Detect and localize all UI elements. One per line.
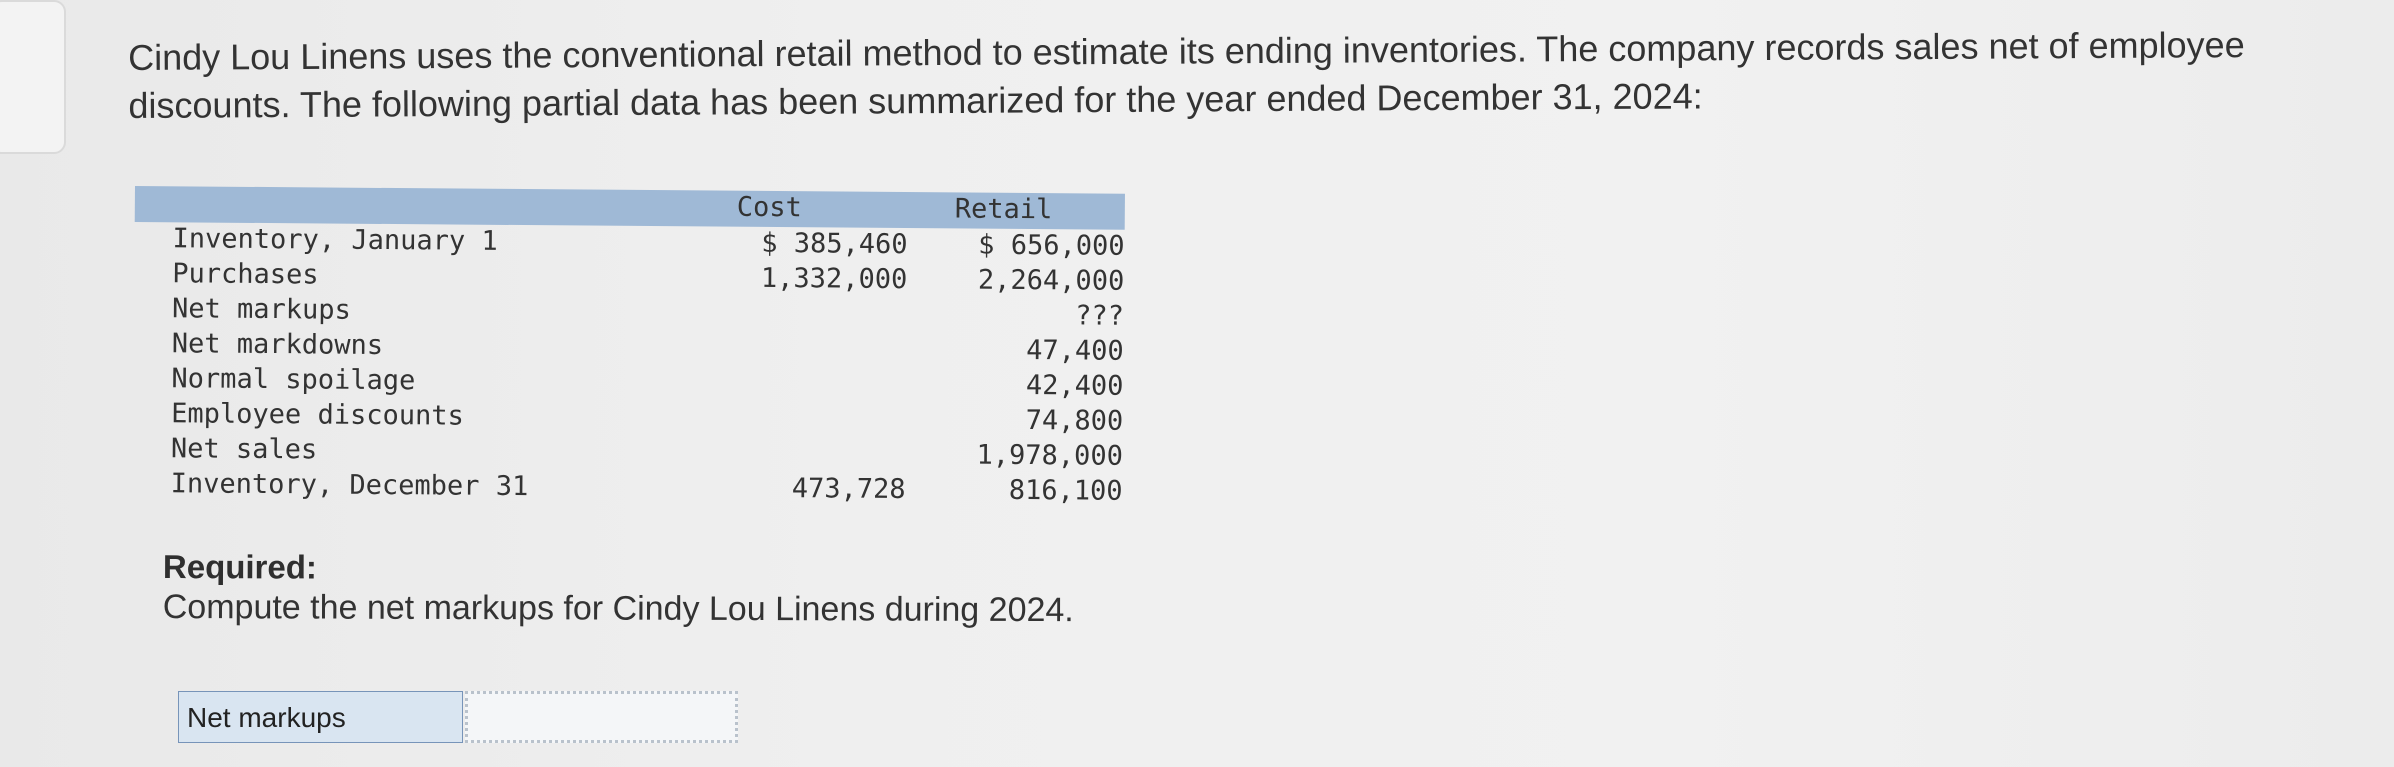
inventory-data-table bbox=[133, 186, 1125, 510]
row-retail: ??? bbox=[1075, 300, 1125, 332]
row-label: Net markups bbox=[171, 293, 351, 326]
net-markups-label: Net markups bbox=[178, 691, 463, 743]
row-label: Normal spoilage bbox=[171, 363, 416, 397]
row-retail: 47,400 bbox=[1026, 335, 1124, 367]
net-markups-input[interactable] bbox=[465, 691, 738, 743]
row-label: Employee discounts bbox=[171, 398, 464, 432]
row-retail: 816,100 bbox=[1008, 474, 1123, 507]
row-cost: $ 385,460 bbox=[761, 227, 908, 261]
row-retail: $ 656,000 bbox=[978, 229, 1125, 262]
required-question: Compute the net markups for Cindy Lou Linens during 2024. bbox=[162, 587, 1074, 630]
row-cost: 473,728 bbox=[791, 473, 906, 506]
row-label: Net sales bbox=[170, 433, 318, 466]
required-title: Required: bbox=[162, 548, 318, 586]
row-retail: 74,800 bbox=[1025, 405, 1124, 437]
row-label: Net markdowns bbox=[171, 328, 384, 361]
row-label: Purchases bbox=[172, 258, 319, 291]
page-edge-tab bbox=[0, 0, 66, 154]
retail-column-header: Retail bbox=[954, 193, 1053, 226]
cost-column-header: Cost bbox=[736, 191, 803, 224]
row-retail: 2,264,000 bbox=[977, 264, 1125, 297]
answer-row bbox=[178, 691, 738, 745]
row-retail: 42,400 bbox=[1025, 370, 1124, 402]
row-label: Inventory, January 1 bbox=[172, 223, 498, 257]
row-label: Inventory, December 31 bbox=[170, 468, 529, 503]
row-retail: 1,978,000 bbox=[976, 439, 1124, 472]
table-row bbox=[133, 467, 1123, 510]
row-cost: 1,332,000 bbox=[760, 262, 908, 296]
required-section bbox=[163, 547, 1074, 630]
problem-intro: Cindy Lou Linens uses the conventional retail method to estimate its ending inventories. The company records sales net of employee discounts. The following partial data has been summarized for the year ended December 31, 2024: bbox=[128, 24, 2245, 126]
